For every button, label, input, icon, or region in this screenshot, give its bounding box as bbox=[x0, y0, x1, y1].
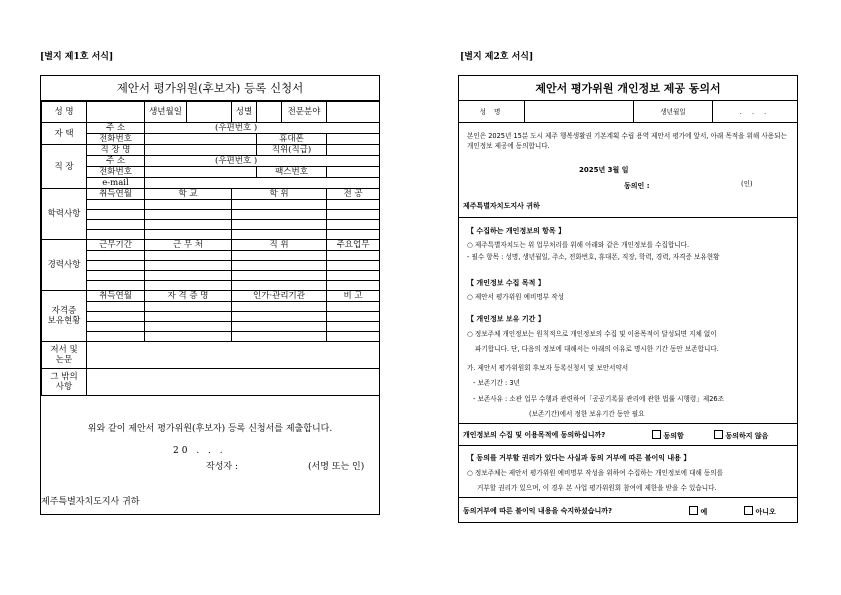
edu-cell[interactable] bbox=[145, 210, 232, 220]
edu-cell[interactable] bbox=[87, 210, 145, 220]
career-header-workplace: 근 무 처 bbox=[145, 240, 232, 251]
cert-cell[interactable] bbox=[87, 322, 145, 332]
name-label: 성 명 bbox=[479, 108, 504, 116]
career-header-duty: 주요업무 bbox=[327, 240, 380, 251]
name-field[interactable] bbox=[525, 101, 633, 122]
consent-form bbox=[458, 75, 798, 523]
edu-cell[interactable] bbox=[87, 200, 145, 210]
career-label: 경력사항 bbox=[42, 240, 87, 291]
work-address-field[interactable]: (우편번호 ) bbox=[145, 156, 380, 167]
career-cell[interactable] bbox=[145, 261, 232, 271]
edu-cell[interactable] bbox=[145, 200, 232, 210]
mobile-field[interactable] bbox=[327, 134, 380, 145]
career-cell[interactable] bbox=[327, 261, 380, 271]
work-phone-field[interactable] bbox=[145, 167, 257, 178]
agree-label: 동의함 bbox=[663, 432, 684, 440]
edu-cell[interactable] bbox=[327, 230, 380, 240]
edu-header-major: 전 공 bbox=[327, 189, 380, 200]
cert-cell[interactable] bbox=[232, 322, 327, 332]
consent-question-row bbox=[459, 424, 797, 446]
agree-checkbox[interactable] bbox=[652, 430, 661, 439]
work-name-field[interactable] bbox=[145, 145, 257, 156]
home-label: 자 택 bbox=[42, 123, 87, 145]
fax-field[interactable] bbox=[327, 167, 380, 178]
intro-text: 본인은 2025년 15분 도시 제주 행복생활권 기본계획 수립 용역 제안서 평가에 앞서, 아래 목적을 위해 사용되는 개인정보 제공에 동의합니다. bbox=[467, 132, 787, 150]
fax-label: 팩스번호 bbox=[257, 167, 327, 178]
section2-title: 【 개인정보 수집 목적 】 bbox=[467, 279, 545, 287]
section4-line1: ○ 정보주체는 제안서 평가위원 예비명부 작성을 위하여 수집하는 개인정보에 대해 동의를 bbox=[467, 469, 724, 477]
other-label: 그 밖의 사항 bbox=[42, 369, 87, 396]
edu-cell[interactable] bbox=[232, 220, 327, 230]
gender-field[interactable] bbox=[257, 102, 282, 123]
yes-checkbox[interactable] bbox=[689, 506, 698, 515]
consent-title: 제안서 평가위원 개인정보 제공 동의서 bbox=[459, 76, 797, 101]
cert-cell[interactable] bbox=[232, 312, 327, 322]
work-address-label: 주 소 bbox=[87, 156, 145, 167]
section3-line6: (보존기간)에서 정한 보유기간 동안 필요 bbox=[529, 410, 645, 418]
edu-cell[interactable] bbox=[145, 220, 232, 230]
publications-field[interactable] bbox=[87, 342, 380, 369]
edu-cell[interactable] bbox=[232, 200, 327, 210]
career-cell[interactable] bbox=[327, 271, 380, 281]
section3-line3: 가. 제안서 평가위원회 후보자 등록신청서 및 보안서약서 bbox=[467, 364, 629, 372]
section3-line1: ○ 정보주체 개인정보는 원칙적으로 개인정보의 수집 및 이용목적이 달성되면 지체 없이 bbox=[467, 330, 717, 338]
acknowledge-question: 동의거부에 따른 불이익 내용을 숙지하셨습니까? bbox=[463, 507, 613, 515]
registration-form bbox=[40, 75, 380, 515]
career-cell[interactable] bbox=[87, 281, 145, 291]
certificate-label: 자격증 보유현황 bbox=[42, 291, 87, 342]
edu-cell[interactable] bbox=[232, 210, 327, 220]
section1-title: 【 수집하는 개인정보의 항목 】 bbox=[467, 227, 566, 235]
career-cell[interactable] bbox=[232, 271, 327, 281]
consenter-label: 동의인 : bbox=[624, 182, 650, 190]
consent-date: 2025년 3월 일 bbox=[579, 166, 629, 174]
form-number-label: [별지 제1호 서식] bbox=[40, 52, 114, 62]
edu-cell[interactable] bbox=[327, 200, 380, 210]
career-cell[interactable] bbox=[87, 261, 145, 271]
work-name-label: 직 장 명 bbox=[87, 145, 145, 156]
birth-field[interactable] bbox=[187, 102, 232, 123]
no-label: 아니오 bbox=[755, 508, 776, 516]
cert-cell[interactable] bbox=[232, 302, 327, 312]
consent-statement-box bbox=[459, 123, 797, 218]
career-cell[interactable] bbox=[145, 251, 232, 261]
cert-cell[interactable] bbox=[327, 312, 380, 322]
section4-line2: 거부할 권리가 있으며, 이 경우 본 사업 평가위원회 참여에 제한을 받을 수 있습니다. bbox=[477, 484, 717, 492]
yes-label: 예 bbox=[700, 508, 708, 516]
section3-line4: - 보존기간 : 3년 bbox=[473, 379, 520, 387]
date-line: 20 . . . bbox=[173, 446, 226, 456]
edu-cell[interactable] bbox=[87, 220, 145, 230]
cert-cell[interactable] bbox=[327, 322, 380, 332]
edu-header-date: 취득연월 bbox=[87, 189, 145, 200]
cert-header-agency: 인가·관리기관 bbox=[232, 291, 327, 302]
home-phone-label: 전화번호 bbox=[87, 134, 145, 145]
cert-cell[interactable] bbox=[87, 302, 145, 312]
career-cell[interactable] bbox=[145, 281, 232, 291]
career-cell[interactable] bbox=[232, 281, 327, 291]
career-cell[interactable] bbox=[327, 281, 380, 291]
cert-cell[interactable] bbox=[327, 302, 380, 312]
home-phone-field[interactable] bbox=[145, 134, 257, 145]
no-option[interactable] bbox=[744, 506, 776, 517]
publications-label: 저서 및 논문 bbox=[42, 342, 87, 369]
refusal-section bbox=[459, 446, 797, 498]
edu-header-school: 학 교 bbox=[145, 189, 232, 200]
no-checkbox[interactable] bbox=[744, 506, 753, 515]
birth-field[interactable]: . . . bbox=[739, 108, 771, 116]
cert-header-date: 취득연월 bbox=[87, 291, 145, 302]
section1-line2: - 필수 항목 : 성명, 생년월일, 주소, 전화번호, 휴대폰, 직장, 학력, 경력, 자격증 보유현황 bbox=[467, 253, 720, 261]
form-title: 제안서 평가위원(후보자) 등록 신청서 bbox=[41, 76, 379, 101]
form-number-label: [별지 제2호 서식] bbox=[460, 52, 534, 62]
specialty-field[interactable] bbox=[327, 102, 380, 123]
edu-cell[interactable] bbox=[232, 230, 327, 240]
disagree-checkbox[interactable] bbox=[714, 430, 723, 439]
section2-line1: ○ 제안서 평가위원 예비명부 작성 bbox=[467, 293, 564, 301]
agree-option[interactable] bbox=[652, 430, 684, 441]
cert-header-name: 자 격 증 명 bbox=[145, 291, 232, 302]
info-sections bbox=[459, 218, 797, 424]
cert-cell[interactable] bbox=[145, 302, 232, 312]
name-field[interactable] bbox=[87, 102, 145, 123]
edu-header-degree: 학 위 bbox=[232, 189, 327, 200]
email-field[interactable] bbox=[145, 178, 380, 189]
disagree-option[interactable] bbox=[714, 430, 768, 441]
career-cell[interactable] bbox=[87, 271, 145, 281]
birth-label: 생년월일 bbox=[145, 102, 187, 123]
cert-cell[interactable] bbox=[327, 332, 380, 342]
career-header-position: 직 위 bbox=[232, 240, 327, 251]
specialty-label: 전문분야 bbox=[282, 102, 327, 123]
birth-label: 생년월일 bbox=[660, 108, 686, 116]
career-cell[interactable] bbox=[87, 251, 145, 261]
section3-title: 【 개인정보 보유 기간 】 bbox=[467, 315, 545, 323]
home-address-field[interactable]: (우편번호 ) bbox=[145, 123, 380, 134]
name-label: 성 명 bbox=[42, 102, 87, 123]
edu-cell[interactable] bbox=[87, 230, 145, 240]
section1-line1: ○ 제주특별자치도는 위 업무처리를 위해 아래와 같은 개인정보를 수집합니다. bbox=[467, 241, 690, 249]
career-cell[interactable] bbox=[232, 251, 327, 261]
career-cell[interactable] bbox=[232, 261, 327, 271]
writer-label: 작성자 : bbox=[206, 462, 238, 472]
career-cell[interactable] bbox=[327, 251, 380, 261]
seal-label: (인) bbox=[741, 180, 753, 188]
email-label: e-mail bbox=[87, 178, 145, 189]
acknowledge-row bbox=[459, 498, 797, 522]
disagree-label: 동의하지 않음 bbox=[725, 432, 769, 440]
cert-cell[interactable] bbox=[145, 332, 232, 342]
work-phone-label: 전화번호 bbox=[87, 167, 145, 178]
career-header-period: 근무기간 bbox=[87, 240, 145, 251]
edu-cell[interactable] bbox=[327, 210, 380, 220]
addressee: 제주특별자치도지사 귀하 bbox=[463, 202, 540, 210]
other-field[interactable] bbox=[87, 369, 380, 396]
gender-label: 성별 bbox=[232, 102, 257, 123]
name-row bbox=[459, 101, 797, 123]
cert-cell[interactable] bbox=[145, 312, 232, 322]
position-field[interactable] bbox=[327, 145, 380, 156]
section3-line2: 파기합니다. 단, 다음의 정보에 대해서는 아래의 이유로 명시한 기간 동안 보존합니다. bbox=[475, 345, 719, 353]
yes-option[interactable] bbox=[689, 506, 707, 517]
cert-header-note: 비 고 bbox=[327, 291, 380, 302]
cert-cell[interactable] bbox=[87, 312, 145, 322]
declaration-text: 위와 같이 제안서 평가위원(후보자) 등록 신청서를 제출합니다. bbox=[87, 424, 333, 434]
addressee: 제주특별자치도지사 귀하 bbox=[41, 497, 140, 507]
edu-cell[interactable] bbox=[145, 230, 232, 240]
cert-cell[interactable] bbox=[87, 332, 145, 342]
edu-cell[interactable] bbox=[327, 220, 380, 230]
cert-cell[interactable] bbox=[145, 322, 232, 332]
career-cell[interactable] bbox=[145, 271, 232, 281]
work-label: 직 장 bbox=[42, 145, 87, 189]
home-address-label: 주 소 bbox=[87, 123, 145, 134]
section3-line5: - 보존사유 : 소관 업무 수행과 관련하여「공공기록물 관리에 관한 법률 시행령」제26조 bbox=[473, 395, 724, 403]
section4-title: 【 동의를 거부할 권리가 있다는 사실과 동의 거부에 따른 불이익 내용 】 bbox=[467, 454, 691, 462]
consent-question: 개인정보의 수집 및 이용목적에 동의하십니까? bbox=[463, 431, 606, 439]
position-label: 직위(직급) bbox=[257, 145, 327, 156]
registration-table bbox=[41, 101, 380, 396]
education-label: 학력사항 bbox=[42, 189, 87, 240]
mobile-label: 휴대폰 bbox=[257, 134, 327, 145]
sign-label: (서명 또는 인) bbox=[308, 462, 365, 472]
cert-cell[interactable] bbox=[232, 332, 327, 342]
